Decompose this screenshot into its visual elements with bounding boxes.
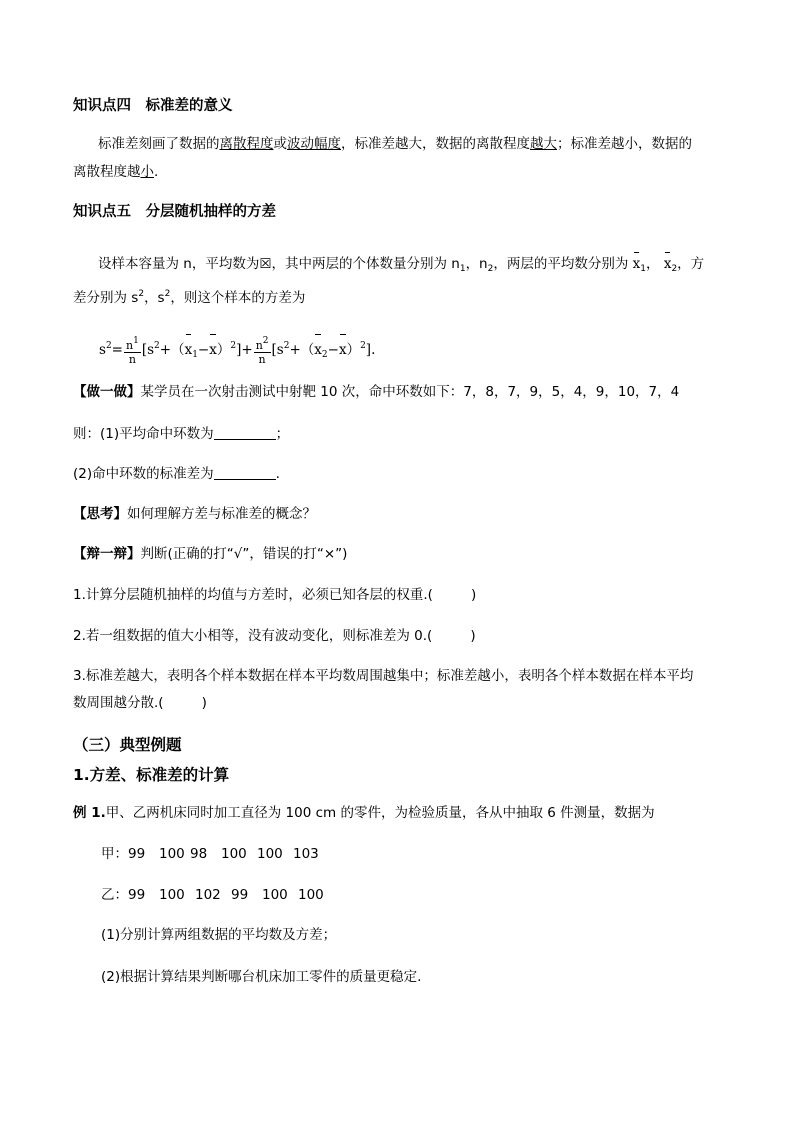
data-cell: 100 xyxy=(298,887,324,903)
underlined-term: 离散程度 xyxy=(219,136,274,152)
text: 则：(1)平均命中环数为 xyxy=(73,426,214,442)
text: ，则这个样本的方差为 xyxy=(170,290,306,306)
data-cell: 100 xyxy=(221,846,247,862)
data-row-jia xyxy=(101,844,329,864)
answer-blank[interactable] xyxy=(214,427,276,440)
text: ，s xyxy=(144,290,165,306)
example-question-2: (2)根据计算结果判断哪台机床加工零件的质量更稳定. xyxy=(101,969,422,985)
text: ，两层的平均数分别为 xyxy=(493,256,629,272)
data-cell: 103 xyxy=(293,846,319,862)
text: 标准差刻画了数据的 xyxy=(98,136,220,152)
section-title-k5: 知识点五 分层随机抽样的方差 xyxy=(73,204,276,220)
subscript: 2 xyxy=(671,264,678,274)
mean-x: x xyxy=(209,334,217,364)
data-cell: 100 xyxy=(257,846,283,862)
mean-x1: x xyxy=(185,334,193,364)
paragraph-k5-line2 xyxy=(73,284,305,308)
fraction-n1-n: $\frac{n^1}{n}$ xyxy=(125,336,139,366)
superscript: 2 xyxy=(138,289,145,299)
text: 2.若一组数据的值大小相等，没有波动变化，则标准差为 0.( xyxy=(73,628,433,644)
text: ；标准差越小，数据的 xyxy=(557,136,692,152)
example-question-1: (1)分别计算两组数据的平均数及方差； xyxy=(101,927,337,943)
text: 1.计算分层随机抽样的均值与方差时，必须已知各层的权重.( xyxy=(73,587,433,603)
text: 或 xyxy=(273,136,287,152)
missing-glyph-icon: ☒ xyxy=(259,256,272,272)
mean-x1: x xyxy=(633,252,641,274)
section-title-k4: 知识点四 标准差的意义 xyxy=(73,98,233,114)
data-cell: 100 xyxy=(159,846,185,862)
think-text: 如何理解方差与标准差的概念？ xyxy=(127,506,316,522)
fraction-n2-n: $\frac{n^2}{n}$ xyxy=(255,336,269,366)
row-label: 甲： xyxy=(101,846,128,862)
text: 数周围越分散.( xyxy=(73,695,164,711)
paragraph-k4-line1 xyxy=(98,134,692,154)
text: ) xyxy=(470,587,477,603)
subsection-title: 1.方差、标准差的计算 xyxy=(73,766,230,784)
underlined-term: 波动幅度 xyxy=(287,136,341,152)
text: ，标准差越大，数据的离散程度 xyxy=(341,136,530,152)
mean-x: x xyxy=(339,334,347,364)
paragraph-k4-line2 xyxy=(73,162,158,182)
text: 差分别为 s xyxy=(73,290,139,306)
variance-formula: $s^2=$ $\frac{n^1}{n}$ $[s^2+(x_1-x)^2]+$ $\frac{n^2}{n}$ $[s^2+(x_2-x)^2]$. xyxy=(99,336,376,366)
mean-x2: x xyxy=(664,252,672,274)
example-tag: 例 1. xyxy=(73,805,106,821)
debate-prompt xyxy=(73,544,347,564)
data-cell: 100 xyxy=(262,887,288,903)
data-row-yi xyxy=(101,885,334,905)
text: ，n xyxy=(465,256,488,272)
data-cell: 102 xyxy=(195,887,221,903)
subscript: 1 xyxy=(640,264,647,274)
debate-item-3-line2 xyxy=(73,693,207,713)
debate-text: 判断(正确的打“√”，错误的打“×”) xyxy=(140,546,348,562)
try-it-prompt xyxy=(73,382,679,402)
text: ，其中两层的个体数量分别为 n xyxy=(271,256,460,272)
underlined-term: 小 xyxy=(140,164,154,180)
text: ， xyxy=(646,256,660,272)
think-tag: 【思考】 xyxy=(73,506,127,522)
think-prompt xyxy=(73,504,316,524)
example-1-prompt xyxy=(73,803,655,823)
text: 设样本容量为 n，平均数为 xyxy=(98,256,260,272)
text: ； xyxy=(275,426,290,442)
data-cell: 99 xyxy=(128,887,146,903)
text: 离散程度越 xyxy=(73,164,141,180)
subscript: 1 xyxy=(459,264,466,274)
debate-item-3-line1: 3.标准差越大，表明各个样本数据在样本平均数周围越集中；标准差越小，表明各个样本数据在样本平均 xyxy=(73,668,694,684)
data-cell: 100 xyxy=(159,887,185,903)
text: . xyxy=(275,466,280,482)
text: . xyxy=(154,164,159,180)
text: (2)命中环数的标准差为 xyxy=(73,466,214,482)
section-title-examples: （三）典型例题 xyxy=(73,736,182,754)
example-text: 甲、乙两机床同时加工直径为 100 cm 的零件，为检验质量，各从中抽取 6 件测量，数据为 xyxy=(105,805,655,821)
superscript: 2 xyxy=(164,289,171,299)
debate-item-1 xyxy=(73,585,476,605)
subscript: 2 xyxy=(487,264,494,274)
answer-blank[interactable] xyxy=(214,467,276,480)
debate-item-2 xyxy=(73,626,476,646)
paragraph-k5-line1 xyxy=(98,252,704,279)
row-label: 乙： xyxy=(101,887,128,903)
text: ) xyxy=(470,628,476,644)
mean-x2: x xyxy=(314,334,322,364)
text: ，方 xyxy=(677,256,705,272)
try-it-q1 xyxy=(73,424,289,444)
try-it-q2 xyxy=(73,464,280,484)
data-cell: 98 xyxy=(190,846,208,862)
data-cell: 99 xyxy=(231,887,249,903)
try-it-tag: 【做一做】 xyxy=(73,384,141,400)
data-cell: 99 xyxy=(128,846,146,862)
text: ) xyxy=(201,695,207,711)
underlined-term: 越大 xyxy=(530,136,557,152)
try-it-text: 某学员在一次射击测试中射靶 10 次，命中环数如下：7，8，7，9，5，4，9，10，7，4 xyxy=(140,384,680,400)
debate-tag: 【辩一辩】 xyxy=(73,546,141,562)
